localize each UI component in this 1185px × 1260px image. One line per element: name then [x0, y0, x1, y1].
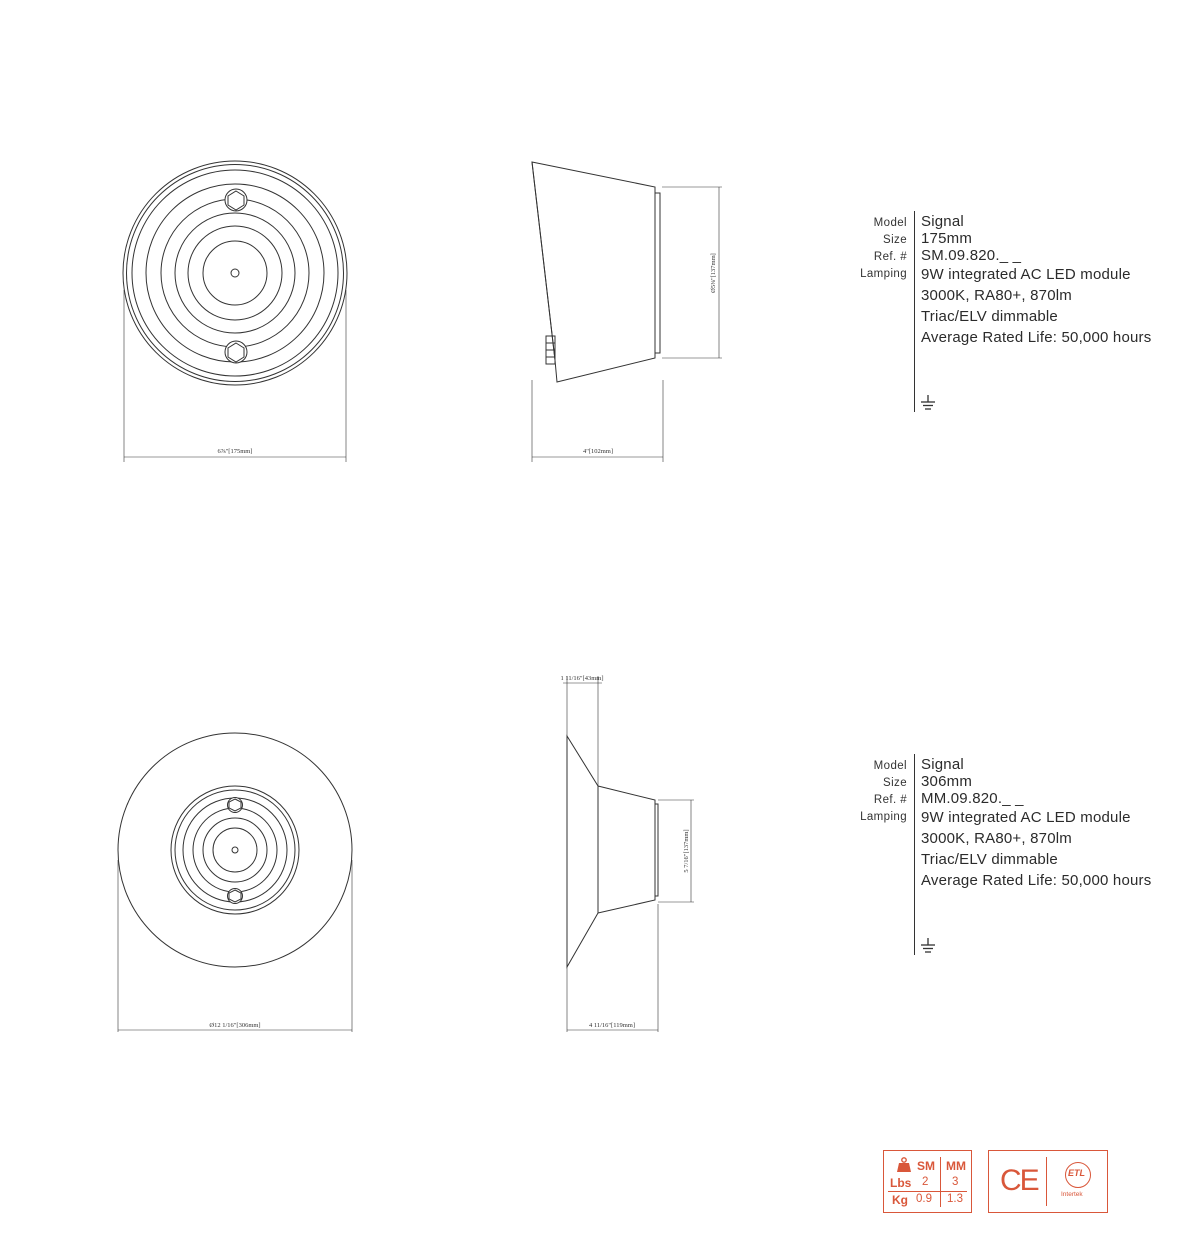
spec-row-lamping [840, 807, 1180, 891]
badge-row-divider [888, 1191, 967, 1192]
lamping-lines [915, 264, 1151, 348]
spec-row-size [840, 230, 1180, 247]
ce-mark-icon: CE [1000, 1164, 1038, 1197]
lower-side-view [563, 676, 694, 1032]
upper-side-depth-dim: 4"[102mm] [582, 448, 614, 455]
ref-label: Ref. # [873, 251, 907, 263]
lower-spec-block [840, 756, 1180, 891]
lower-front-width-dim: Ø12 1/16"[306mm] [209, 1022, 261, 1029]
weight-icon [897, 1157, 911, 1172]
weight-badge [883, 1150, 972, 1213]
spec-row-ref [840, 790, 1180, 807]
col-mm-label: MM [946, 1159, 966, 1173]
spec-row-model [840, 756, 1180, 773]
spec-row-lamping [840, 264, 1180, 348]
spec-row-size [840, 773, 1180, 790]
badge-divider [940, 1157, 941, 1207]
col-sm-label: SM [917, 1159, 935, 1173]
mm-lbs-value: 3 [952, 1176, 959, 1188]
model-value: Signal [921, 756, 964, 773]
size-value: 306mm [921, 773, 973, 790]
lamping-line: Triac/ELV dimmable [921, 308, 1058, 325]
upper-front-view [123, 161, 347, 462]
lamping-line: 9W integrated AC LED module [921, 266, 1131, 283]
cert-divider [1046, 1157, 1047, 1206]
ref-label: Ref. # [873, 794, 907, 806]
lamping-line: Average Rated Life: 50,000 hours [921, 329, 1152, 346]
kg-label: Kg [892, 1193, 908, 1207]
lamping-line: 3000K, RA80+, 870lm [921, 287, 1072, 304]
lamping-lines [915, 807, 1151, 891]
etl-mark-icon [1059, 1158, 1099, 1198]
upper-spec-block [840, 213, 1180, 348]
spec-row-model [840, 213, 1180, 230]
model-label: Model [873, 217, 907, 229]
ground-icon [921, 395, 935, 411]
ref-value: SM.09.820._ _ [921, 247, 1022, 264]
size-label: Size [883, 777, 907, 789]
certification-badge [988, 1150, 1108, 1213]
upper-side-view [532, 162, 722, 462]
model-label: Model [873, 760, 907, 772]
ground-icon [921, 938, 935, 954]
lamping-line: 3000K, RA80+, 870lm [921, 830, 1072, 847]
lamping-label: Lamping [860, 268, 907, 280]
sm-lbs-value: 2 [922, 1176, 929, 1188]
mm-kg-value: 1.3 [947, 1193, 963, 1205]
lower-side-top-dim: 1 11/16"[43mm] [560, 675, 604, 682]
etl-sub-text: Intertek [1061, 1191, 1083, 1198]
lamping-label: Lamping [860, 811, 907, 823]
lamping-line: Triac/ELV dimmable [921, 851, 1058, 868]
lower-side-height-dim: 5 7/16"[137mm] [683, 829, 690, 873]
lamping-line: Average Rated Life: 50,000 hours [921, 872, 1152, 889]
size-value: 175mm [921, 230, 973, 247]
etl-text: ETL [1068, 1168, 1085, 1178]
model-value: Signal [921, 213, 964, 230]
upper-front-width-dim: 6⅞"[175mm] [217, 448, 253, 455]
lbs-label: Lbs [890, 1176, 912, 1190]
upper-side-height-dim: Ø5⅜"[137mm] [710, 253, 717, 293]
spec-row-ref [840, 247, 1180, 264]
lamping-line: 9W integrated AC LED module [921, 809, 1131, 826]
lower-side-depth-dim: 4 11/16"[119mm] [588, 1022, 636, 1029]
lower-front-view [118, 733, 352, 1032]
ref-value: MM.09.820._ _ [921, 790, 1024, 807]
size-label: Size [883, 234, 907, 246]
sm-kg-value: 0.9 [916, 1193, 932, 1205]
